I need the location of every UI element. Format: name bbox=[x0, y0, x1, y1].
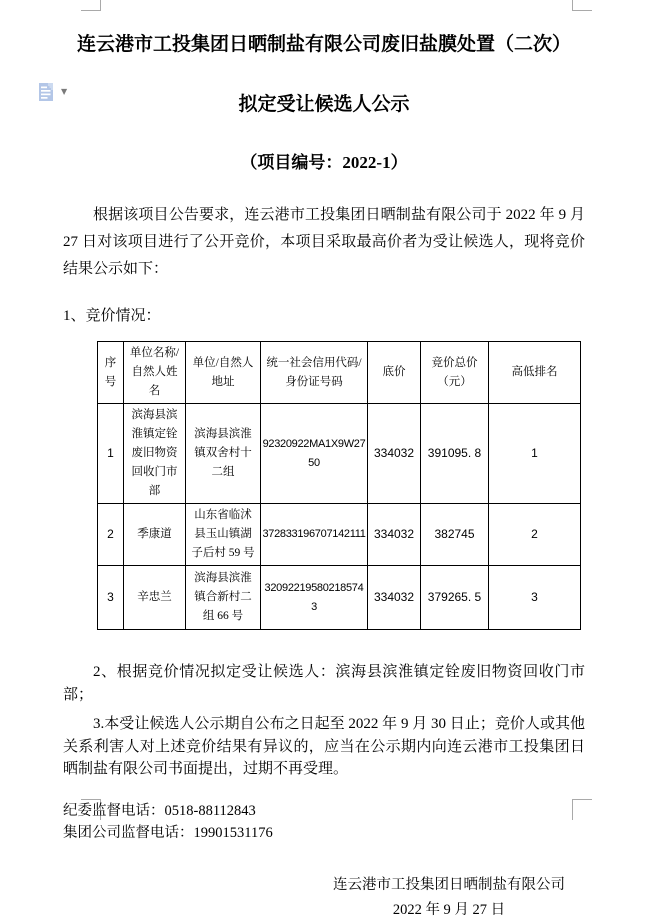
table-header-cell: 竞价总价（元） bbox=[421, 342, 489, 404]
discipline-phone-line: 纪委监督电话：0518-88112843 bbox=[63, 802, 256, 819]
table-cell-bid-total: 382745 bbox=[421, 504, 489, 566]
table-cell-seq: 1 bbox=[98, 404, 124, 504]
table-header-row bbox=[98, 342, 581, 404]
paste-options-icon bbox=[38, 82, 56, 102]
table-cell-seq: 2 bbox=[98, 504, 124, 566]
crop-mark-top-left bbox=[81, 0, 101, 11]
candidate-paragraph: 2、根据竞价情况拟定受让候选人：滨海县滨淮镇定铨废旧物资回收门市部； bbox=[63, 664, 585, 703]
table-cell-base-price: 334032 bbox=[368, 504, 421, 566]
table-cell-credit-code: 372833196707142111 bbox=[261, 504, 368, 566]
table-row bbox=[98, 504, 581, 566]
table-cell-base-price: 334032 bbox=[368, 566, 421, 630]
page-title: 连云港市工投集团日晒制盐有限公司废旧盐膜处置（二次） bbox=[76, 34, 571, 55]
table-cell-seq: 3 bbox=[98, 566, 124, 630]
table-cell-credit-code: 320922195802185743 bbox=[261, 566, 368, 630]
bidding-results-table bbox=[97, 341, 581, 630]
table-header-cell: 底价 bbox=[368, 342, 421, 404]
table-header-cell: 单位/自然人地址 bbox=[186, 342, 261, 404]
page-subtitle: 拟定受让候选人公示 bbox=[238, 94, 410, 115]
project-number: （项目编号：2022-1） bbox=[240, 153, 408, 172]
table-cell-name: 滨海县滨淮镇定铨废旧物资回收门市部 bbox=[124, 404, 186, 504]
table-cell-base-price: 334032 bbox=[368, 404, 421, 504]
group-phone-line: 集团公司监督电话：19901531176 bbox=[63, 824, 273, 841]
document-content bbox=[63, 24, 585, 923]
notice-period-paragraph: 3.本受让候选人公示期自公布之日起至 2022 年 9 月 30 日止；竞价人或其他关系利害人对上述竞价结果有异议的，应当在公示期内向连云港市工投集团日晒制盐有限公司书面提出，过期不再受理。 bbox=[63, 716, 585, 777]
table-cell-rank: 2 bbox=[489, 504, 581, 566]
table-row bbox=[98, 404, 581, 504]
crop-mark-top-right bbox=[572, 0, 592, 11]
intro-paragraph: 根据该项目公告要求，连云港市工投集团日晒制盐有限公司于 2022 年 9 月 27 日对该项目进行了公开竞价，本项目采取最高价者为受让候选人，现将竞价结果公示如下： bbox=[63, 207, 585, 277]
table-cell-rank: 1 bbox=[489, 404, 581, 504]
table-cell-rank: 3 bbox=[489, 566, 581, 630]
signature-block bbox=[63, 873, 585, 923]
table-header-cell: 统一社会信用代码/身份证号码 bbox=[261, 342, 368, 404]
table-header-cell: 单位名称/自然人姓名 bbox=[124, 342, 186, 404]
table-cell-address: 山东省临沭县玉山镇湖子后村 59 号 bbox=[186, 504, 261, 566]
chevron-down-icon: ▼ bbox=[61, 87, 68, 96]
section1-label: 1、竞价情况： bbox=[63, 308, 161, 324]
table-header-cell: 序号 bbox=[98, 342, 124, 404]
table-cell-address: 滨海县滨淮镇合新村二组 66 号 bbox=[186, 566, 261, 630]
table-cell-credit-code: 92320922MA1X9W2750 bbox=[261, 404, 368, 504]
table-cell-bid-total: 379265. 5 bbox=[421, 566, 489, 630]
table-cell-name: 季康道 bbox=[124, 504, 186, 566]
table-cell-bid-total: 391095. 8 bbox=[421, 404, 489, 504]
table-cell-name: 辛忠兰 bbox=[124, 566, 186, 630]
table-header-cell: 高低排名 bbox=[489, 342, 581, 404]
table-cell-address: 滨海县滨淮镇双舍村十二组 bbox=[186, 404, 261, 504]
table-row bbox=[98, 566, 581, 630]
signature-company: 连云港市工投集团日晒制盐有限公司 bbox=[333, 876, 565, 893]
signature-date: 2022 年 9 月 27 日 bbox=[392, 901, 506, 918]
